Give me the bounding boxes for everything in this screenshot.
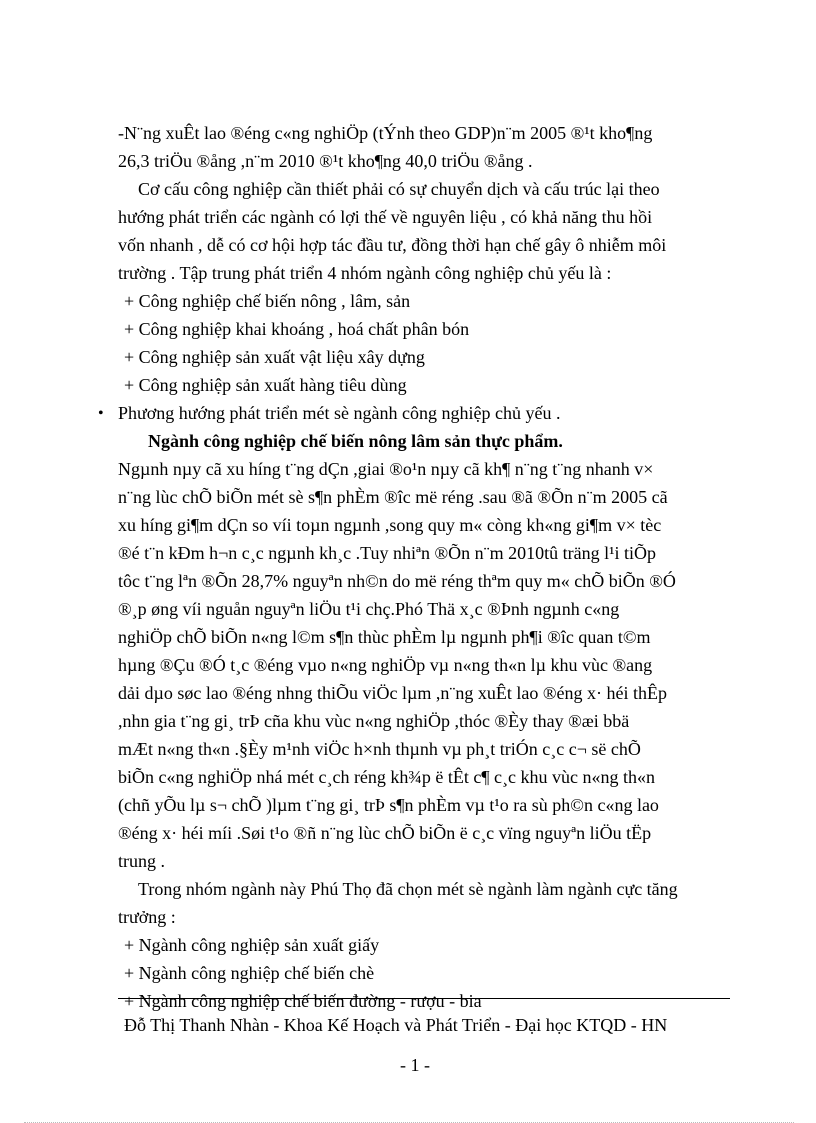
footer-divider: [118, 998, 730, 999]
body-paragraph: [118, 455, 718, 875]
structure-line: Cơ cấu công nghiệp cần thiết phải có sự chuyển dịch và cấu trúc lại theo: [138, 179, 660, 199]
intro-line: 26,3 triÖu ®ång ,n¨m 2010 ®¹t kho¶ng 40,0 triÖu ®ång .: [118, 151, 533, 171]
list-item: + Công nghiệp sản xuất vật liệu xây dựng: [124, 347, 425, 367]
structure-line: trường . Tập trung phát triển 4 nhóm ngành công nghiệp chủ yếu là :: [118, 263, 612, 283]
body-line: hµng ®Çu ®Ó t¸c ®éng vµo n«ng nghiÖp vµ n«ng th«n lµ khu vùc ®ang: [118, 655, 653, 675]
body-line: ®éng x· héi míi .Søi t¹o ®ñ n¨ng lùc chÕ biÕn ë c¸c vïng nguyªn liÖu tËp: [118, 823, 652, 843]
body-line: biÕn c«ng nghiÖp nhá mét c¸ch réng kh¾p ë tÊt c¶ c¸c khu vùc n«ng th«n: [118, 767, 656, 787]
body-line: tôc t¨ng lªn ®Õn 28,7% nguyªn nh©n do më réng thªm quy m« chÕ biÕn ®Ó: [118, 571, 676, 591]
intro-line: -N¨ng xuÊt lao ®éng c«ng nghiÖp (tÝnh theo GDP)n¨m 2005 ®¹t kho¶ng: [118, 123, 653, 143]
industry-group-list: [124, 287, 724, 399]
body-line: dải dµo søc lao ®éng nhng thiÕu viÖc lµm ,n¨ng xuÊt lao ®éng x· héi thÊp: [118, 683, 667, 703]
list-item: + Ngành công nghiệp sản xuất giấy: [124, 935, 380, 955]
list-item: + Ngành công nghiệp chế biến đường - rượu - bia: [124, 991, 482, 1011]
body-line: xu híng gi¶m dÇn so víi toµn ngµnh ,song quy m« còng kh«ng gi¶m v× tèc: [118, 515, 662, 535]
list-item: + Công nghiệp khai khoáng , hoá chất phân bón: [124, 319, 470, 339]
page-number: - 1 -: [400, 1055, 430, 1075]
section-heading-text: Ngành công nghiệp chế biến nông lâm sản thực phẩm.: [148, 431, 563, 451]
group-line: Trong nhóm ngành này Phú Thọ đã chọn mét sè ngành làm ngành cực tăng: [138, 879, 678, 899]
list-item: + Ngành công nghiệp chế biến chè: [124, 963, 375, 983]
group-line: trưởng :: [118, 907, 176, 927]
section-heading: [148, 427, 748, 455]
body-line: Ngµnh nµy cã xu híng t¨ng dÇn ,giai ®o¹n nµy cã kh¶ n¨ng t¨ng nhanh v×: [118, 459, 654, 479]
group-paragraph: [118, 875, 718, 931]
body-line: mÆt n«ng th«n .§Èy m¹nh viÖc h×nh thµnh vµ ph¸t triÓn c¸c c¬ së chÕ: [118, 739, 641, 759]
direction-line: Phương hướng phát triển mét sè ngành công nghiệp chủ yếu .: [118, 403, 561, 423]
footer-author: Đỗ Thị Thanh Nhàn - Khoa Kế Hoạch và Phát Triển - Đại học KTQD - HN: [124, 1015, 668, 1035]
body-line: ®¸p øng víi nguån nguyªn liÖu t¹i chç.Phó Thä x¸c ®Þnh ngµnh c«ng: [118, 599, 620, 619]
structure-paragraph: [118, 175, 718, 287]
body-line: (chñ yÕu lµ s¬ chÕ )lµm t¨ng gi¸ trÞ s¶n phÈm vµ t¹o ra sù ph©n c«ng lao: [118, 795, 659, 815]
direction-paragraph: [118, 399, 718, 427]
body-line: ,nhn gia t¨ng gi¸ trÞ cña khu vùc n«ng nghiÖp ,thóc ®Èy thay ®æi bbä: [118, 711, 630, 731]
list-item: + Công nghiệp chế biến nông , lâm, sản: [124, 291, 411, 311]
body-line: n¨ng lùc chÕ biÕn mét sè s¶n phÈm ®îc më réng .sau ®ã ®Õn n¨m 2005 cã: [118, 487, 668, 507]
key-industry-list: [124, 931, 724, 1015]
body-line: ®é t¨n kÐm h¬n c¸c ngµnh kh¸c .Tuy nhiªn ®Õn n¨m 2010tû träng l¹i tiÕp: [118, 543, 657, 563]
structure-line: hướng phát triển các ngành có lợi thế về nguyên liệu , có khả năng thu hồi: [118, 207, 653, 227]
list-item: + Công nghiệp sản xuất hàng tiêu dùng: [124, 375, 407, 395]
structure-line: vốn nhanh , dễ có cơ hội hợp tác đầu tư, đồng thời hạn chế gây ô nhiễm môi: [118, 235, 667, 255]
body-line: trung .: [118, 851, 165, 871]
body-line: nghiÖp chÕ biÕn n«ng l©m s¶n thùc phÈm lµ ngµnh ph¶i ®îc quan t©m: [118, 627, 651, 647]
intro-paragraph: [118, 119, 718, 175]
bullet-icon: •: [98, 405, 104, 422]
